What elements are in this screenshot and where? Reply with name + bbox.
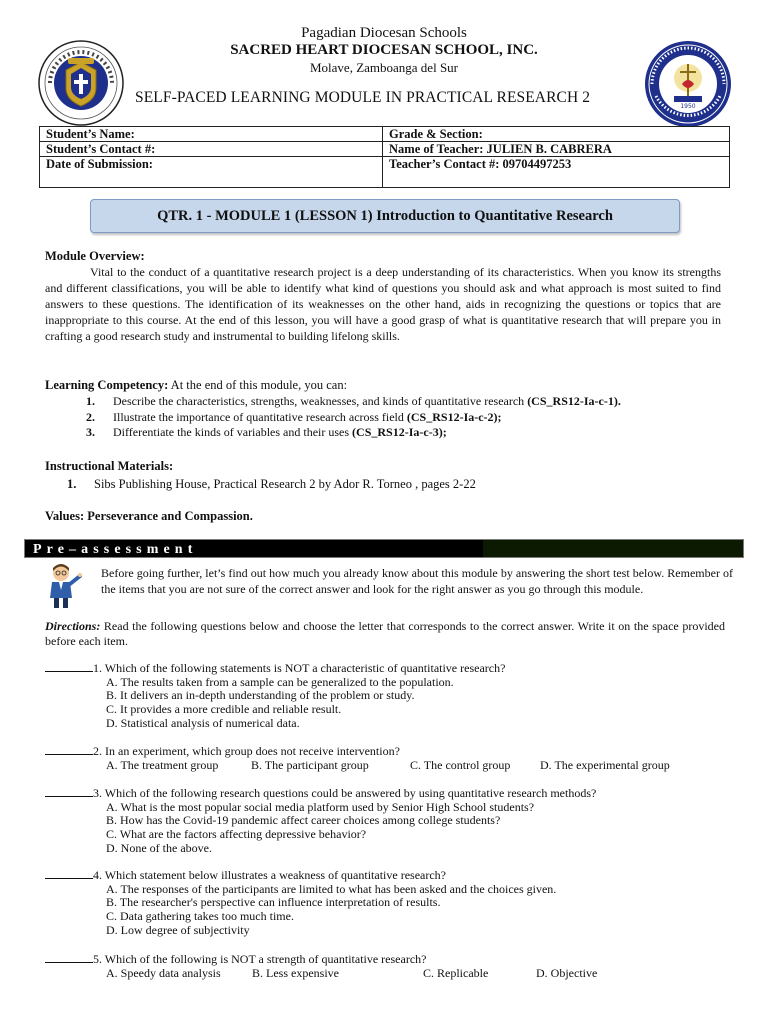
answer-blank[interactable] (45, 952, 93, 963)
option: C. What are the factors affecting depressive behavior? (106, 827, 367, 842)
option: A. The results taken from a sample can be generalized to the population. (106, 674, 454, 689)
competency-intro: At the end of this module, you can: (168, 378, 348, 392)
student-info-table (39, 126, 730, 188)
option: D. Statistical analysis of numerical data. (106, 715, 300, 730)
student-contact-field[interactable]: Student’s Contact #: (40, 142, 383, 157)
header-module-title: SELF-PACED LEARNING MODULE IN PRACTICAL RESEARCH 2 (135, 89, 591, 106)
option: B. It delivers an in-depth understanding of the problem or study. (106, 688, 415, 703)
option: C. The control group (410, 757, 511, 772)
overview-heading: Module Overview: (45, 249, 145, 263)
question-4: 4. Which statement below illustrates a weakness of quantitative research? A. The responses of the participants are limited to what has been asked and the choices given. B. The researcher's perspective can influence interpretation of results. C. Data gathering takes too much time. D. Low degree of subjectivity (45, 868, 745, 938)
student-name-field[interactable]: Student’s Name: (40, 127, 383, 142)
directions-label: Directions: (45, 619, 101, 633)
question-3: 3. Which of the following research questions could be answered by using quantitative research methods? A. What is the most popular social media platform used by Senior High School students? B. How has the Covid-19 pandemic affect career choices among college students? C. What are the factors affecting depressive behavior? D. None of the above. (45, 786, 745, 856)
answer-blank[interactable] (45, 868, 93, 879)
option: C. Data gathering takes too much time. (106, 909, 294, 924)
question-2: 2. In an experiment, which group does not receive intervention? A. The treatment group B. The participant group C. The control group D. The experimental group (45, 744, 745, 772)
teacher-contact: Teacher’s Contact #: 09704497253 (383, 157, 730, 188)
directions (45, 619, 725, 649)
module-banner-text: QTR. 1 - MODULE 1 (LESSON 1) Introduction to Quantitative Research (157, 207, 613, 224)
option: B. Less expensive (252, 965, 339, 980)
header-location: Molave, Zamboanga del Sur (309, 60, 458, 75)
competency-heading: Learning Competency: (45, 378, 169, 392)
school-seal-logo (644, 40, 730, 126)
option: B. How has the Covid-19 pandemic affect career choices among college students? (106, 813, 501, 828)
pre-assessment-intro: Before going further, let’s find out how much you already know about this module by answering the short test below. Remember of the items that you are not sure of the correct answer and look for the right answer as you go through this module. (101, 566, 733, 596)
option: D. Objective (536, 965, 598, 980)
option: C. It provides a more credible and reliable result. (106, 702, 342, 717)
teacher-cartoon-icon (40, 562, 82, 610)
teacher-name: Name of Teacher: JULIEN B. CABRERA (383, 142, 730, 157)
header-school-name: SACRED HEART DIOCESAN SCHOOL, INC. (230, 42, 538, 58)
answer-blank[interactable] (45, 744, 93, 755)
grade-section-field[interactable]: Grade & Section: (383, 127, 730, 142)
answer-blank[interactable] (45, 661, 93, 672)
question-5: 5. Which of the following is NOT a strength of quantitative research? A. Speedy data analysis B. Less expensive C. Replicable D. Objective (45, 952, 745, 980)
materials-list (67, 477, 707, 493)
competency-item: 3. Differentiate the kinds of variables and their uses (CS_RS12-Ia-c-3); (86, 425, 447, 439)
date-submission-field[interactable]: Date of Submission: (40, 157, 383, 188)
competency-line (45, 377, 347, 393)
overview-body: Vital to the conduct of a quantitative research project is a deep understanding of its characteristics. When you know its strengths and different classifications, you will be able to identify what kind of questions you should ask and what approach is most suited to find answers to these questions. The identification of its weaknesses on the other hand, aids in recognizing the questions or topics that are inappropriate to this course. At the end of this lesson, you will have a good grasp of what is quantitative research that will prepare you in crafting a good research study and instrumental to building lifelong skills. (45, 265, 721, 343)
directions-text: Read the following questions below and choose the letter that corresponds to the correct answer. Write it on the space provided before each item. (45, 619, 725, 648)
pre-assessment-bar (24, 539, 744, 558)
values-line: Values: Perseverance and Compassion. (45, 509, 253, 523)
option: A. The responses of the participants are limited to what has been asked and the choices given. (106, 881, 557, 896)
option: A. What is the most popular social media platform used by Senior High School students? (106, 799, 535, 814)
header-org: Pagadian Diocesan Schools (301, 25, 467, 41)
answer-blank[interactable] (45, 786, 93, 797)
competency-item: 1. Describe the characteristics, strengths, weaknesses, and kinds of quantitative research (CS_RS12-Ia-c-1). (86, 394, 621, 408)
option: D. None of the above. (106, 840, 212, 855)
option: A. The treatment group (106, 757, 219, 772)
materials-heading: Instructional Materials: (45, 459, 174, 473)
module-banner (90, 199, 680, 233)
competency-list (86, 394, 726, 441)
option: B. The participant group (251, 757, 369, 772)
option: D. The experimental group (540, 757, 670, 772)
option: D. Low degree of subjectivity (106, 922, 250, 937)
question-1: 1. Which of the following statements is NOT a characteristic of quantitative research? A. The results taken from a sample can be generalized to the population. B. It delivers an in-depth understanding of the problem or study. C. It provides a more credible and reliable result. D. Statistical analysis of numerical data. (45, 661, 745, 731)
option: B. The researcher's perspective can influence interpretation of results. (106, 895, 441, 910)
pre-assessment-title: Pre–assessment (33, 542, 198, 557)
diocese-seal-logo (38, 40, 124, 126)
materials-item: 1. Sibs Publishing House, Practical Research 2 by Ador R. Torneo , pages 2-22 (67, 477, 476, 491)
option: A. Speedy data analysis (106, 965, 221, 980)
competency-item: 2. Illustrate the importance of quantitative research across field (CS_RS12-Ia-c-2); (86, 409, 502, 424)
option: C. Replicable (423, 965, 489, 980)
seal-year: 1950 (680, 103, 696, 110)
